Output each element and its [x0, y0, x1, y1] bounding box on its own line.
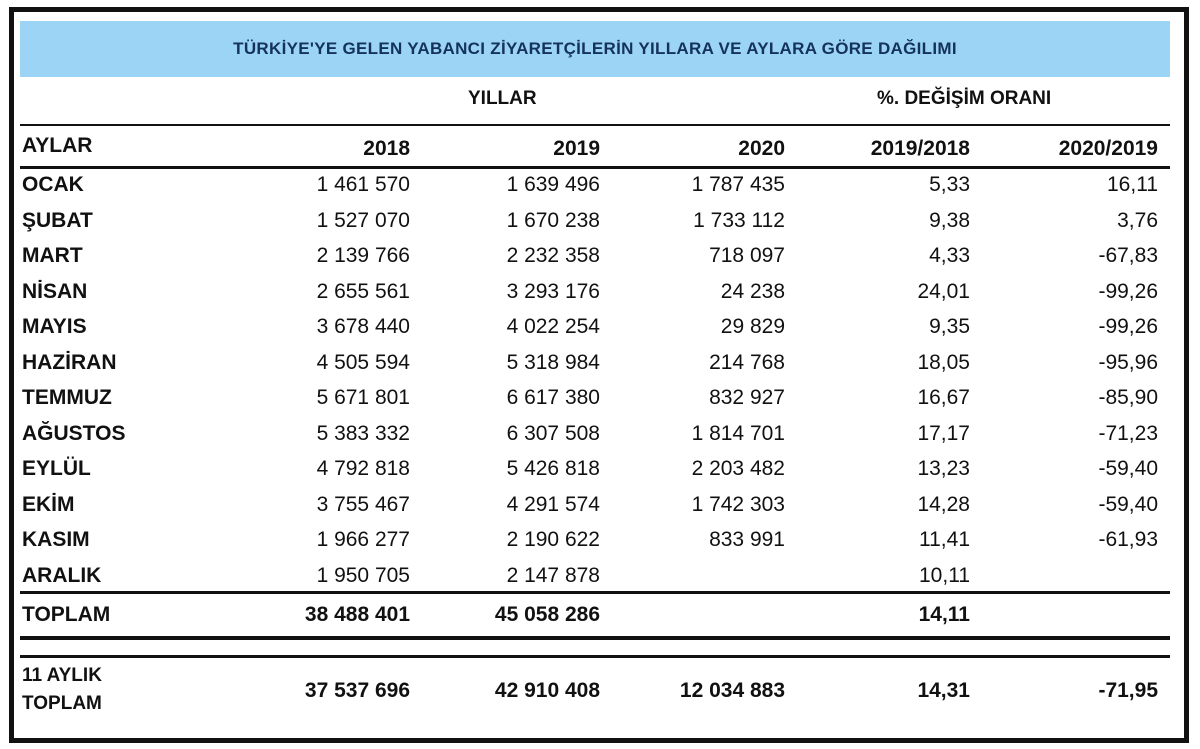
cell-2019: 4 291 574 [506, 493, 600, 516]
total-2018: 38 488 401 [304, 603, 410, 626]
cell-2019: 6 617 380 [506, 386, 600, 409]
cell-2018: 3 678 440 [316, 315, 410, 338]
body-divider [20, 591, 1170, 594]
cell-change-2020-2019: 3,76 [1117, 209, 1158, 232]
cell-2018: 5 383 332 [316, 422, 410, 445]
cell-change-2020-2019: -99,26 [1098, 315, 1158, 338]
cell-change-2020-2019: -59,40 [1098, 457, 1158, 480]
cell-2019: 3 293 176 [506, 280, 600, 303]
month-label: MART [22, 244, 83, 267]
cell-change-2020-2019: -85,90 [1098, 386, 1158, 409]
cell-2019: 2 190 622 [506, 528, 600, 551]
total11-label-line2: TOPLAM [22, 693, 102, 714]
cell-2020: 718 097 [709, 244, 785, 267]
cell-2019: 2 147 878 [506, 564, 600, 587]
cell-change-2020-2019: -95,96 [1098, 351, 1158, 374]
cell-2019: 6 307 508 [506, 422, 600, 445]
cell-2020: 29 829 [720, 315, 785, 338]
cell-change-2020-2019: -61,93 [1098, 528, 1158, 551]
cell-2020: 2 203 482 [691, 457, 785, 480]
cell-change-2019-2018: 5,33 [929, 173, 970, 196]
total-divider-bottom [20, 655, 1170, 658]
month-label: ARALIK [22, 564, 102, 587]
cell-2018: 4 792 818 [316, 457, 410, 480]
month-label: ŞUBAT [22, 209, 93, 232]
cell-2018: 1 966 277 [316, 528, 410, 551]
column-header-2020: 2020 [738, 137, 785, 160]
cell-2018: 4 505 594 [316, 351, 410, 374]
total11-2020: 12 034 883 [679, 679, 785, 702]
cell-change-2019-2018: 18,05 [917, 351, 970, 374]
cell-2019: 1 639 496 [506, 173, 600, 196]
cell-change-2019-2018: 14,28 [917, 493, 970, 516]
month-label: NİSAN [22, 280, 88, 303]
cell-2018: 2 139 766 [316, 244, 410, 267]
cell-change-2019-2018: 4,33 [929, 244, 970, 267]
group-header-years: YILLAR [468, 88, 537, 109]
cell-2020: 1 814 701 [691, 422, 785, 445]
cell-change-2019-2018: 13,23 [917, 457, 970, 480]
table-title: TÜRKİYE'YE GELEN YABANCI ZİYARETÇİLERİN YILLARA VE AYLARA GÖRE DAĞILIMI [20, 21, 1170, 77]
cell-2019: 4 022 254 [506, 315, 600, 338]
table-frame [9, 7, 1189, 743]
column-header-2019: 2019 [553, 137, 600, 160]
cell-change-2020-2019: -59,40 [1098, 493, 1158, 516]
total11-change-2020-2019: -71,95 [1098, 679, 1158, 702]
cell-change-2020-2019: -67,83 [1098, 244, 1158, 267]
month-label: AĞUSTOS [22, 422, 126, 445]
cell-change-2019-2018: 11,41 [919, 528, 970, 551]
cell-2019: 5 426 818 [506, 457, 600, 480]
column-header-months: AYLAR [22, 134, 93, 157]
column-header-change-2019-2018: 2019/2018 [870, 137, 970, 160]
cell-2018: 2 655 561 [316, 280, 410, 303]
total11-change-2019-2018: 14,31 [917, 679, 970, 702]
header-divider-thin [20, 124, 1170, 126]
month-label: KASIM [22, 528, 90, 551]
column-header-change-2020-2019: 2020/2019 [1058, 137, 1158, 160]
total11-2018: 37 537 696 [304, 679, 410, 702]
cell-2018: 1 527 070 [316, 209, 410, 232]
cell-2020: 1 733 112 [693, 209, 785, 232]
cell-change-2019-2018: 17,17 [917, 422, 970, 445]
cell-2020: 24 238 [720, 280, 785, 303]
cell-change-2019-2018: 9,38 [929, 209, 970, 232]
cell-change-2019-2018: 16,67 [917, 386, 970, 409]
total-2019: 45 058 286 [494, 603, 600, 626]
cell-2018: 5 671 801 [316, 386, 410, 409]
total11-2019: 42 910 408 [494, 679, 600, 702]
month-label: HAZİRAN [22, 351, 117, 374]
month-label: MAYIS [22, 315, 87, 338]
cell-2019: 1 670 238 [506, 209, 600, 232]
cell-2018: 1 461 570 [316, 173, 410, 196]
cell-change-2020-2019: -71,23 [1098, 422, 1158, 445]
cell-2019: 5 318 984 [506, 351, 600, 374]
total-divider-top [20, 636, 1170, 640]
cell-change-2020-2019: 16,11 [1107, 173, 1158, 196]
cell-2018: 3 755 467 [316, 493, 410, 516]
cell-change-2019-2018: 9,35 [929, 315, 970, 338]
total-change-2019-2018: 14,11 [918, 603, 970, 626]
cell-change-2020-2019: -99,26 [1098, 280, 1158, 303]
month-label: EYLÜL [22, 457, 91, 480]
month-label: OCAK [22, 173, 84, 196]
cell-2020: 833 991 [709, 528, 785, 551]
month-label: EKİM [22, 493, 75, 516]
cell-2020: 1 787 435 [691, 173, 785, 196]
total11-label-line1: 11 AYLIK [22, 665, 102, 686]
cell-2020: 214 768 [709, 351, 785, 374]
cell-2020: 1 742 303 [691, 493, 785, 516]
total-label: TOPLAM [22, 603, 111, 626]
cell-change-2019-2018: 10,11 [919, 564, 970, 587]
cell-2018: 1 950 705 [316, 564, 410, 587]
column-header-2018: 2018 [363, 137, 410, 160]
cell-2020: 832 927 [709, 386, 785, 409]
cell-2019: 2 232 358 [506, 244, 600, 267]
header-divider-thick [20, 166, 1170, 169]
group-header-change: %. DEĞİŞİM ORANI [877, 88, 1052, 109]
cell-change-2019-2018: 24,01 [917, 280, 970, 303]
month-label: TEMMUZ [22, 386, 112, 409]
